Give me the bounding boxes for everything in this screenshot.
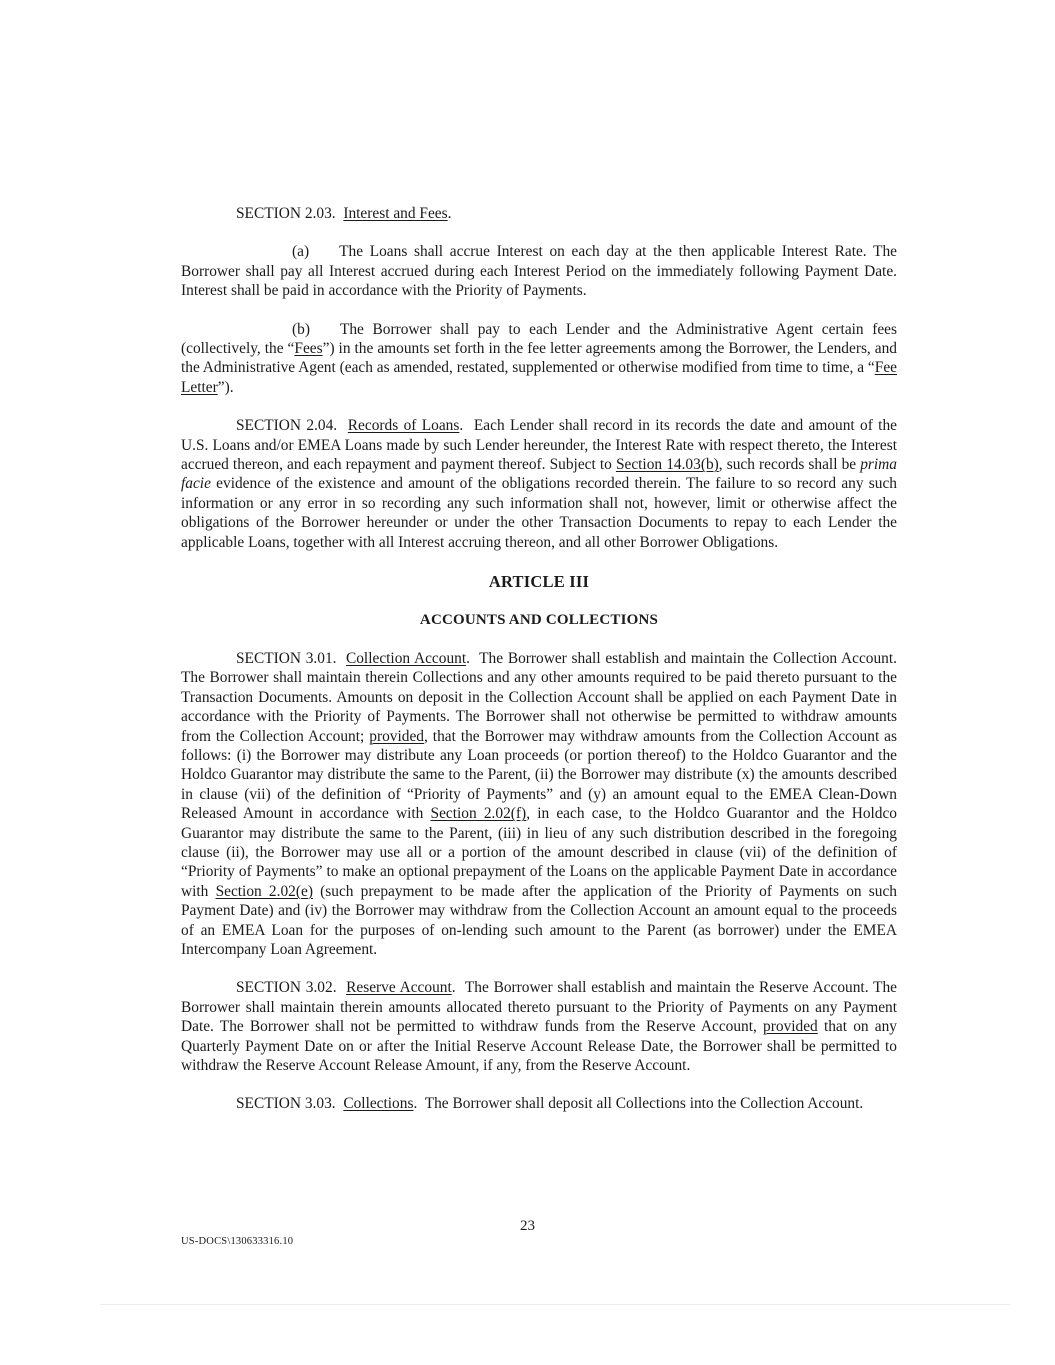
cross-reference: Section 2.02(e) <box>215 882 313 900</box>
section-3-02: SECTION 3.02. Reserve Account. The Borrower shall establish and maintain the Reserve Account. The Borrower shall maintain therein amounts allocated thereto pursuant to the Priority of Payments on any Payment Date. The Borrower shall not be permitted to withdraw funds from the Reserve Account, provided that on any Quarterly Payment Date on or after the Initial Reserve Account Release Date, the Borrower shall be permitted to withdraw the Reserve Account Release Amount, if any, from the Reserve Account. <box>181 979 898 1075</box>
document-id: US-DOCS\130633316.10 <box>181 1236 294 1247</box>
page-bottom-divider <box>100 1304 1010 1305</box>
section-text: that on any Quarterly Payment Date on or after the Initial Reserve Account Release Date, the Borrower shall be permitted to withdraw the Reserve Account Release Amount, if any, from the Reserve Account. <box>181 1018 898 1075</box>
section-title: Reserve Account <box>346 979 452 997</box>
clause-label: (b) <box>292 320 310 338</box>
clause-text: ”) in the amounts set forth in the fee letter agreements among the Borrower, the Lenders, and the Administrative Agent (each as amended, restated, supplemented or otherwise modified from time to time, a “ <box>181 340 897 377</box>
cross-reference: Section 2.02(f) <box>430 805 527 823</box>
section-text: , in each case, to the Holdco Guarantor and the Holdco Guarantor may distribute the same to the Parent, (iii) in lieu of any such distribution described in the foregoing clause (ii), the Borrower may use all or a portion of the amount described in clause (vii) of the definition of “Priority of Payments” to make an optional prepayment of the Loans on the applicable Payment Date in accordance with <box>181 805 898 900</box>
page-body <box>181 204 897 1114</box>
section-2-03-a <box>181 242 897 300</box>
section-text: , that the Borrower may withdraw amounts from the Collection Account as follows: (i) the Borrower may distribute any Loan proceeds (or portion thereof) to the Holdco Guarantor and the Holdco Guarantor may distribute the same to the Parent, (ii) the Borrower may distribute (x) the amounts described in clause (vii) of the definition of “Priority of Payments” and (y) an amount equal to the EMEA Clean-Down Released Amount in accordance with <box>181 727 898 823</box>
clause-text: The Borrower shall pay to each Lender and the Administrative Agent certain fees (collectively, the “ <box>181 320 897 358</box>
section-text: evidence of the existence and amount of the obligations recorded therein. The failure to so record any such information or any error in so recording any such information shall not, however, limit or otherwise affect the obligations of the Borrower hereunder or under the other Transaction Documents to repay to each Lender the applicable Loans, together with all Interest accruing thereon, and all other Borrower Obligations. <box>181 475 897 551</box>
section-title: Collection Account <box>345 649 467 667</box>
section-title: Interest and Fees <box>343 205 448 222</box>
section-title: Records of Loans <box>347 417 460 435</box>
clause-text: The Loans shall accrue Interest on each day at the then applicable Interest Rate. The Borrower shall pay all Interest accrued during each Interest Period on the immediately following Payment Date. Interest shall be paid in accordance with the Priority of Payments. <box>181 243 897 300</box>
defined-term-fee-letter: Fee Letter <box>181 359 897 396</box>
provided-term: provided <box>369 727 424 745</box>
italic-term: prima facie <box>181 456 897 493</box>
section-text: , such records shall be <box>718 456 861 474</box>
clause-label: (a) <box>292 243 310 261</box>
section-2-03-b <box>181 320 897 398</box>
section-title: Collections <box>343 1095 414 1113</box>
section-text: Each Lender shall record in its records the date and amount of the U.S. Loans and/or EMEA Loans made by such Lender hereunder, the Interest Rate with respect thereto, the Interest accrued thereon, and each repayment and payment thereof. Subject to <box>181 417 897 474</box>
section-text: (such prepayment to be made after the application of the Priority of Payments on such Payment Date) and (iv) the Borrower may withdraw from the Collection Account an amount equal to the proceeds of an EMEA Loan for the purposes of on-lending such amount to the Parent (as borrower) under the EMEA Intercompany Loan Agreement. <box>181 882 897 958</box>
article-title: ACCOUNTS AND COLLECTIONS <box>419 611 659 628</box>
section-number: SECTION 2.03. <box>236 205 336 222</box>
defined-term-fees: Fees <box>294 340 323 358</box>
section-number: SECTION 3.01. <box>236 649 337 667</box>
section-2-04: SECTION 2.04. Records of Loans. Each Lender shall record in its records the date and amount of the U.S. Loans and/or EMEA Loans made by such Lender hereunder, the Interest Rate with respect thereto, the Interest accrued thereon, and each repayment and payment thereof. Subject to Section 14.03(b), such records shall be prima facie evidence of the existence and amount of the obligations recorded therein. The failure to so record any such information or any error in so recording any such information shall not, however, limit or otherwise affect the obligations of the Borrower hereunder or under the other Transaction Documents to repay to each Lender the applicable Loans, together with all Interest accruing thereon, and all other Borrower Obligations. <box>181 417 897 551</box>
cross-reference: Section 14.03(b) <box>615 456 719 474</box>
section-number: SECTION 3.03. <box>236 1095 336 1113</box>
section-text: The Borrower shall establish and maintain the Collection Account. The Borrower shall maintain therein Collections and any other amounts required to be paid thereto pursuant to the Transaction Documents. Amounts on deposit in the Collection Account shall be applied on each Payment Date in accordance with the Priority of Payments. The Borrower shall not otherwise be permitted to withdraw amounts from the Collection Account; <box>181 649 897 745</box>
section-number: SECTION 2.04. <box>236 417 338 435</box>
article-number: ARTICLE III <box>488 572 590 592</box>
clause-text: ”). <box>217 378 234 396</box>
provided-term: provided <box>763 1018 818 1036</box>
section-number: SECTION 3.02. <box>236 979 337 997</box>
section-text: The Borrower shall establish and maintain the Reserve Account. The Borrower shall maintain therein amounts allocated thereto pursuant to the Priority of Payments on any Payment Date. The Borrower shall not be permitted to withdraw funds from the Reserve Account, <box>181 979 897 1036</box>
section-text: The Borrower shall deposit all Collections into the Collection Account. <box>424 1095 864 1113</box>
section-3-03: SECTION 3.03. Collections. The Borrower shall deposit all Collections into the Collection Account. <box>236 1095 864 1113</box>
section-3-01: SECTION 3.01. Collection Account. The Borrower shall establish and maintain the Collection Account. The Borrower shall maintain therein Collections and any other amounts required to be paid thereto pursuant to the Transaction Documents. Amounts on deposit in the Collection Account shall be applied on each Payment Date in accordance with the Priority of Payments. The Borrower shall not otherwise be permitted to withdraw amounts from the Collection Account; provided, that the Borrower may withdraw amounts from the Collection Account as follows: (i) the Borrower may distribute any Loan proceeds (or portion thereof) to the Holdco Guarantor and the Holdco Guarantor may distribute the same to the Parent, (ii) the Borrower may distribute (x) the amounts described in clause (vii) of the definition of “Priority of Payments” and (y) an amount equal to the EMEA Clean-Down Released Amount in accordance with Section 2.02(f), in each case, to the Holdco Guarantor and the Holdco Guarantor may distribute the same to the Parent, (iii) in lieu of any such distribution described in the foregoing clause (ii), the Borrower may use all or a portion of the amount described in clause (vii) of the definition of “Priority of Payments” to make an optional prepayment of the Loans on the applicable Payment Date in accordance with Section 2.02(e) (such prepayment to be made after the application of the Priority of Payments on such Payment Date) and (iv) the Borrower may withdraw from the Collection Account an amount equal to the proceeds of an EMEA Loan for the purposes of on-lending such amount to the Parent (as borrower) under the EMEA Intercompany Loan Agreement. <box>181 649 898 958</box>
page-number: 23 <box>520 1218 535 1234</box>
section-2-03-heading: SECTION 2.03. Interest and Fees. <box>236 205 452 222</box>
